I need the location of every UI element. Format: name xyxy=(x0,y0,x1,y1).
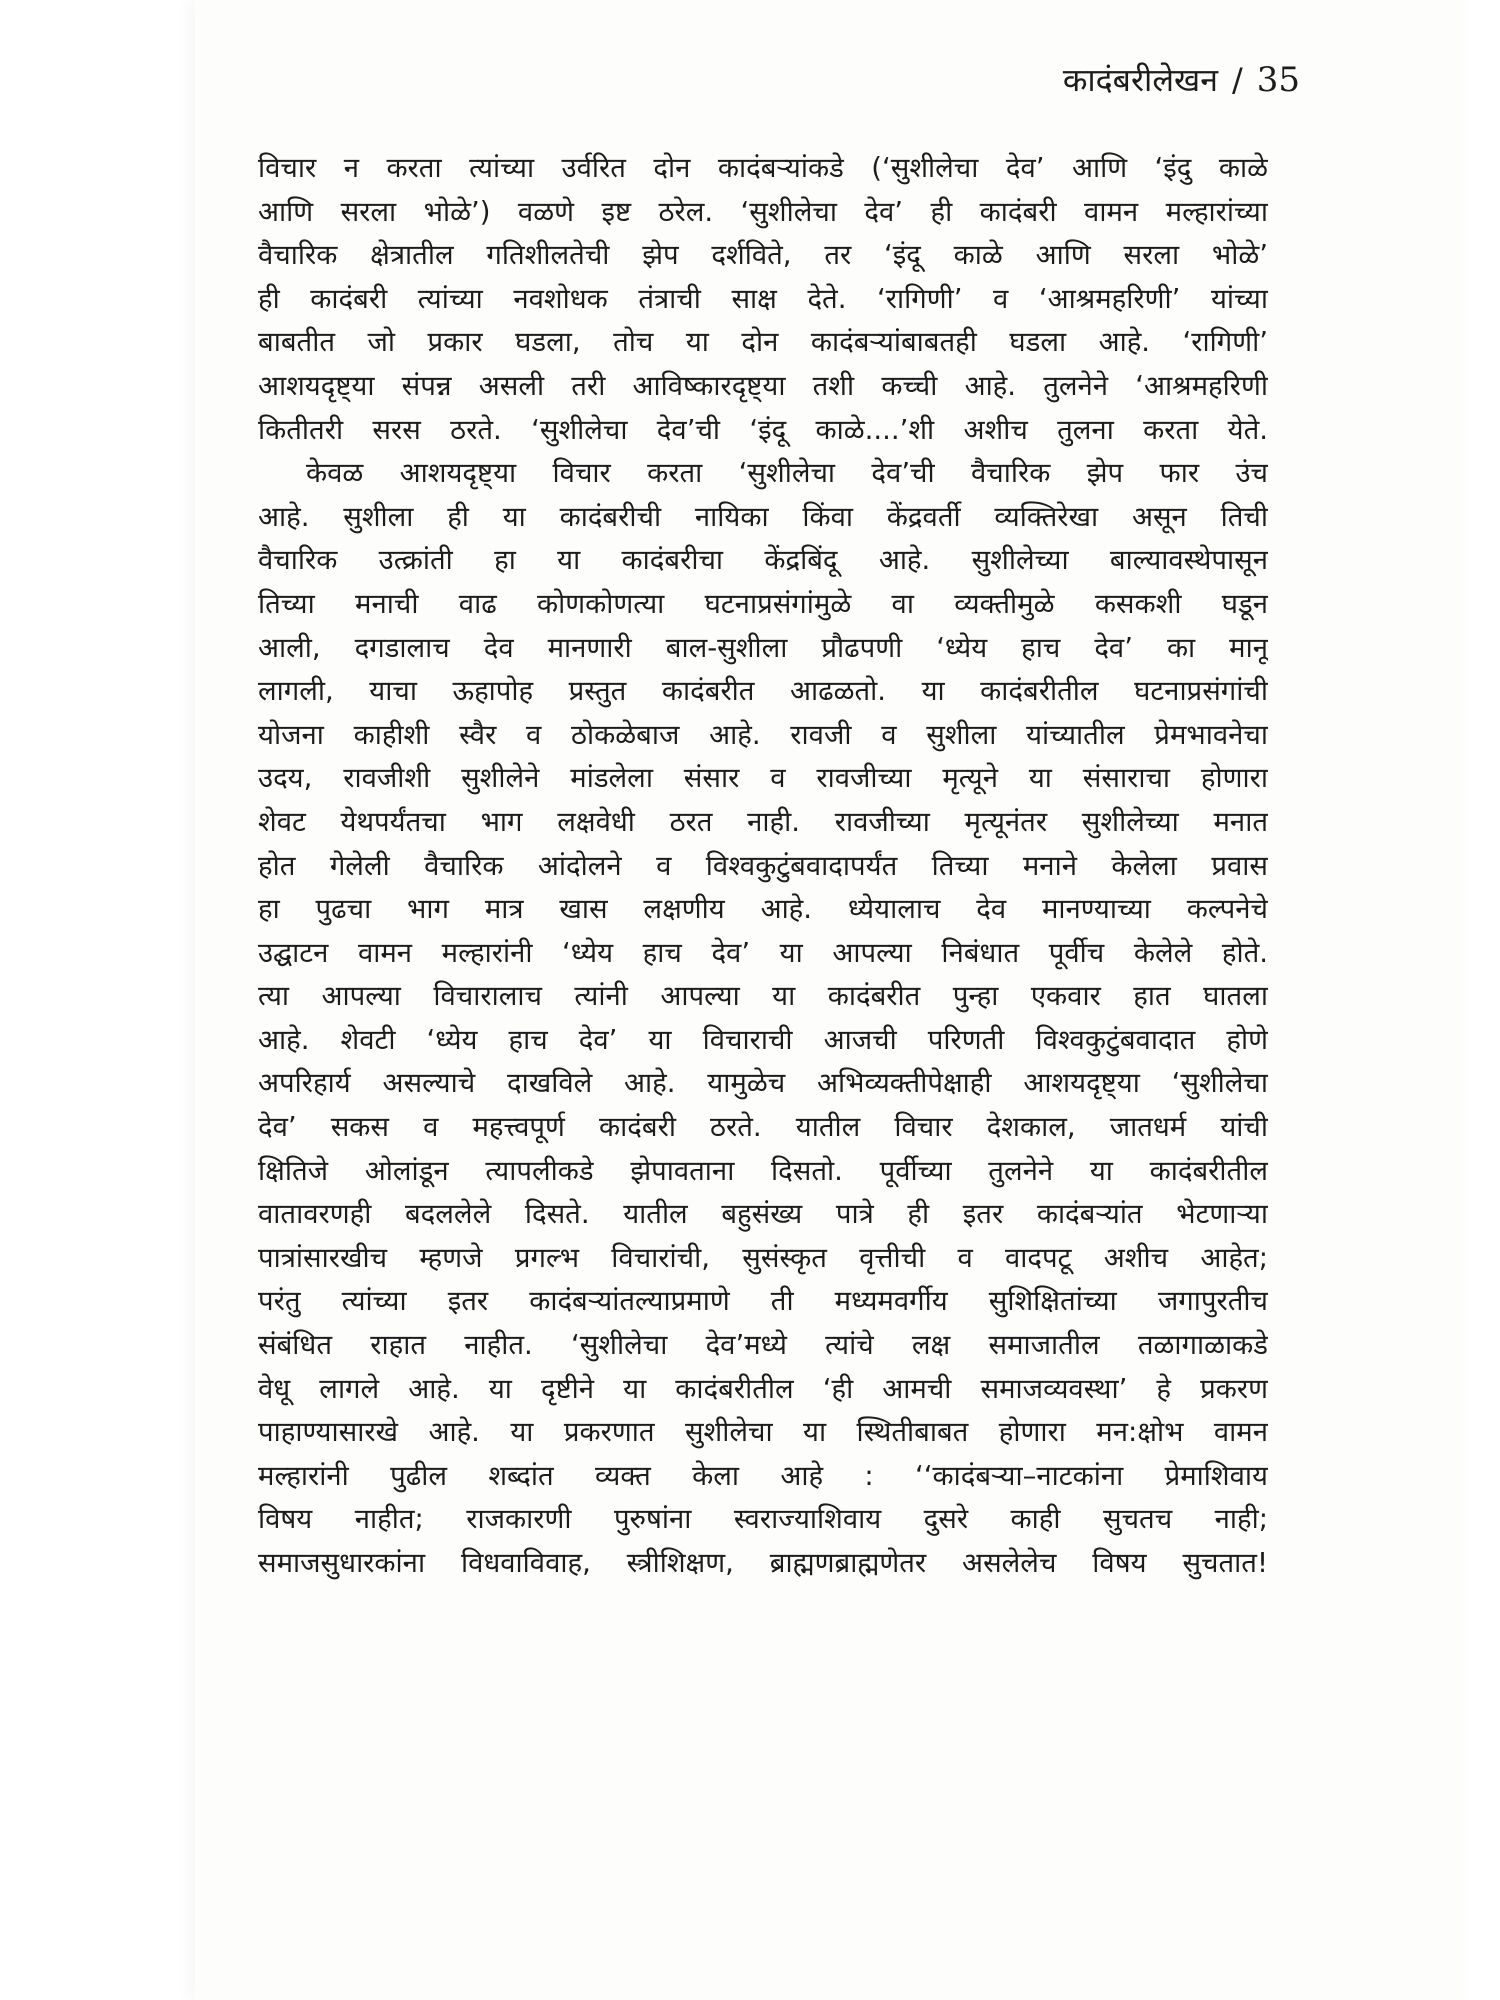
text-line: विचार न करता त्यांच्या उर्वरित दोन कादंबऱ्यांकडे (‘सुशीलेचा देव’ आणि ‘इंदु काळे xyxy=(258,152,1268,184)
text-line: आहे. सुशीला ही या कादंबरीची नायिका किंवा केंद्रवर्ती व्यक्तिरेखा असून तिची xyxy=(258,500,1268,533)
header-separator: / xyxy=(1231,61,1243,99)
text-line: लागली, याचा ऊहापोह प्रस्तुत कादंबरीत आढळतो. या कादंबरीतील घटनाप्रसंगांची xyxy=(258,675,1268,708)
text-line: आणि सरला भोळे’) वळणे इष्ट ठरेल. ‘सुशीलेचा देव’ ही कादंबरी वामन मल्हारांच्या xyxy=(258,195,1268,228)
text-line: योजना काहीशी स्वैर व ठोकळेबाज आहे. रावजी व सुशीला यांच्यातील प्रेमभावनेचा xyxy=(258,718,1268,751)
text-line: ही कादंबरी त्यांच्या नवशोधक तंत्राची साक्ष देते. ‘रागिणी’ व ‘आश्रमहरिणी’ यांच्या xyxy=(258,282,1268,315)
text-line: आली, दगडालाच देव मानणारी बाल-सुशीला प्रौढपणी ‘ध्येय हाच देव’ का मानू xyxy=(258,631,1268,664)
text-line: उद्घाटन वामन मल्हारांनी ‘ध्येय हाच देव’ या आपल्या निबंधात पूर्वीच केलेले होते. xyxy=(258,936,1268,969)
text-line: वातावरणही बदललेले दिसते. यातील बहुसंख्य पात्रे ही इतर कादंबऱ्यांत भेटणाऱ्या xyxy=(258,1198,1268,1231)
text-line: वेधू लागले आहे. या दृष्टीने या कादंबरीतील ‘ही आमची समाजव्यवस्था’ हे प्रकरण xyxy=(258,1372,1268,1405)
text-line: त्या आपल्या विचारालाच त्यांनी आपल्या या कादंबरीत पुन्हा एकवार हात घातला xyxy=(258,980,1268,1013)
text-line: बाबतीत जो प्रकार घडला, तोच या दोन कादंबऱ्यांबाबतही घडला आहे. ‘रागिणी’ xyxy=(258,326,1268,359)
text-line: वैचारिक उत्क्रांती हा या कादंबरीचा केंद्रबिंदू आहे. सुशीलेच्या बाल्यावस्थेपासून xyxy=(258,544,1268,577)
text-line: परंतु त्यांच्या इतर कादंबऱ्यांतल्याप्रमाणे ती मध्यमवर्गीय सुशिक्षितांच्या जगापुरतीच xyxy=(258,1285,1268,1318)
page-number: 35 xyxy=(1256,60,1300,100)
text-line: शेवट येथपर्यंतचा भाग लक्षवेधी ठरत नाही. रावजीच्या मृत्यूनंतर सुशीलेच्या मनात xyxy=(258,805,1268,838)
text-line: मल्हारांनी पुढील शब्दांत व्यक्त केला आहे : ‘‘कादंबऱ्या–नाटकांना प्रेमाशिवाय xyxy=(258,1459,1268,1492)
running-header xyxy=(1063,58,1300,102)
text-line: कितीतरी सरस ठरते. ‘सुशीलेचा देव’ची ‘इंदू काळे....’शी अशीच तुलना करता येते. xyxy=(258,413,1268,446)
text-line: पाहाण्यासारखे आहे. या प्रकरणात सुशीलेचा या स्थितीबाबत होणारा मन:क्षोभ वामन xyxy=(258,1416,1268,1449)
text-line: विषय नाहीत; राजकारणी पुरुषांना स्वराज्याशिवाय दुसरे काही सुचतच नाही; xyxy=(258,1503,1268,1536)
text-line: आहे. शेवटी ‘ध्येय हाच देव’ या विचाराची आजची परिणती विश्वकुटुंबवादात होणे xyxy=(258,1023,1268,1056)
text-line: होत गेलेली वैचारिक आंदोलने व विश्वकुटुंबवादापर्यंत तिच्या मनाने केलेला प्रवास xyxy=(258,849,1268,882)
text-line: क्षितिजे ओलांडून त्यापलीकडे झेपावताना दिसतो. पूर्वीच्या तुलनेने या कादंबरीतील xyxy=(258,1154,1268,1187)
text-line: आशयदृष्ट्या संपन्न असली तरी आविष्कारदृष्ट्या तशी कच्ची आहे. तुलनेने ‘आश्रमहरिणी xyxy=(258,369,1268,402)
text-line: पात्रांसारखीच म्हणजे प्रगल्भ विचारांची, सुसंस्कृत वृत्तीची व वादपटू अशीच आहेत; xyxy=(258,1241,1268,1274)
text-line-paragraph-start: केवळ आशयदृष्ट्या विचार करता ‘सुशीलेचा देव’ची वैचारिक झेप फार उंच xyxy=(306,457,1268,490)
text-line: समाजसुधारकांना विधवाविवाह, स्त्रीशिक्षण, ब्राह्मणब्राह्मणेतर असलेलेच विषय सुचतात! xyxy=(258,1547,1268,1579)
text-line: देव’ सकस व महत्त्वपूर्ण कादंबरी ठरते. यातील विचार देशकाल, जातधर्म यांची xyxy=(258,1111,1268,1144)
text-line: संबंधित राहात नाहीत. ‘सुशीलेचा देव’मध्ये त्यांचे लक्ष समाजातील तळागाळाकडे xyxy=(258,1329,1268,1362)
text-line: हा पुढचा भाग मात्र खास लक्षणीय आहे. ध्येयालाच देव मानण्याच्या कल्पनेचे xyxy=(258,893,1268,926)
page-body xyxy=(258,147,1268,1586)
text-line: उदय, रावजीशी सुशीलेने मांडलेला संसार व रावजीच्या मृत्यूने या संसाराचा होणारा xyxy=(258,762,1268,795)
text-line: अपरिहार्य असल्याचे दाखविले आहे. यामुळेच अभिव्यक्तीपेक्षाही आशयदृष्ट्या ‘सुशीलेचा xyxy=(258,1067,1268,1100)
chapter-title: कादंबरीलेखन xyxy=(1062,61,1218,99)
text-line: वैचारिक क्षेत्रातील गतिशीलतेची झेप दर्शविते, तर ‘इंदू काळे आणि सरला भोळे’ xyxy=(258,239,1268,272)
text-line: तिच्या मनाची वाढ कोणकोणत्या घटनाप्रसंगांमुळे वा व्यक्तीमुळे कसकशी घडून xyxy=(258,587,1268,620)
